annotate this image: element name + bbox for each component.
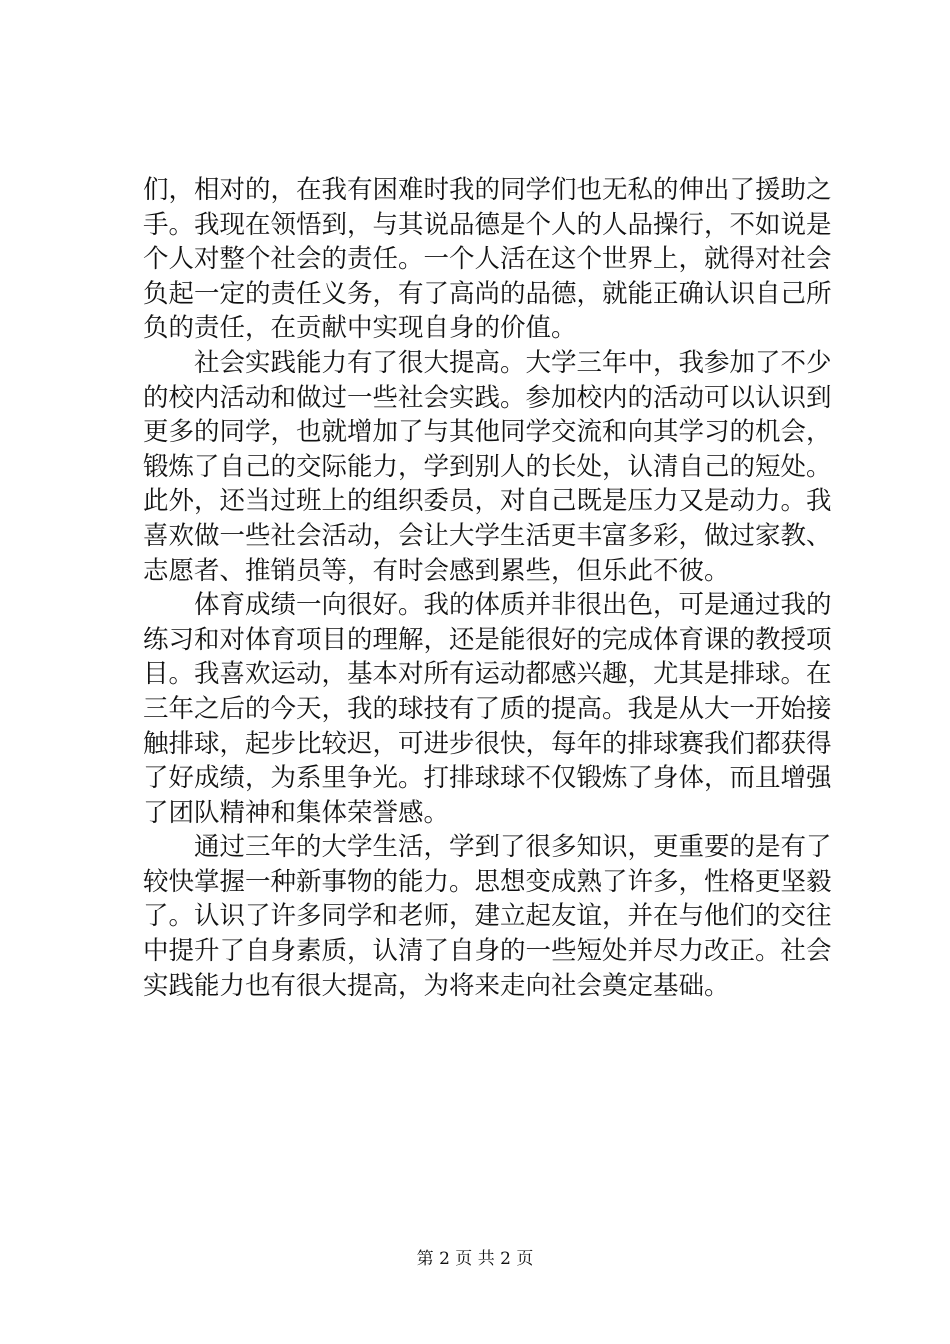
text-line: 三年之后的今天，我的球技有了质的提高。我是从大一开始接 <box>143 693 832 724</box>
text-line: 目。我喜欢运动，基本对所有运动都感兴趣，尤其是排球。在 <box>143 659 832 690</box>
text-line: 了好成绩，为系里争光。打排球球不仅锻炼了身体，而且增强 <box>143 763 832 794</box>
paragraph-1 <box>143 173 832 346</box>
text-line: 手。我现在领悟到，与其说品德是个人的人品操行，不如说是 <box>143 209 832 240</box>
text-line: 中提升了自身素质，认清了自身的一些短处并尽力改正。社会 <box>143 936 832 967</box>
text-line: 实践能力也有很大提高，为将来走向社会奠定基础。 <box>143 970 730 1001</box>
text-line: 志愿者、推销员等，有时会感到累些，但乐此不彼。 <box>143 555 730 586</box>
text-line: 负起一定的责任义务，有了高尚的品德，就能正确认识自己所 <box>143 278 832 309</box>
paragraph-4 <box>143 830 832 1003</box>
text-line: 较快掌握一种新事物的能力。思想变成熟了许多，性格更坚毅 <box>143 866 832 897</box>
page-footer: 第 2 页 共 2 页 <box>416 1249 534 1269</box>
text-line: 们，相对的，在我有困难时我的同学们也无私的伸出了援助之 <box>143 175 832 205</box>
text-line: 体育成绩一向很好。我的体质并非很出色，可是通过我的 <box>194 590 832 621</box>
paragraph-3 <box>143 588 832 830</box>
text-line: 锻炼了自己的交际能力，学到别人的长处，认清自己的短处。 <box>143 451 832 482</box>
text-line: 更多的同学，也就增加了与其他同学交流和向其学习的机会， <box>143 417 832 448</box>
text-line: 个人对整个社会的责任。一个人活在这个世界上，就得对社会 <box>143 244 832 275</box>
text-line: 喜欢做一些社会活动，会让大学生活更丰富多彩，做过家教、 <box>143 520 832 551</box>
text-line: 了团队精神和集体荣誉感。 <box>143 797 450 828</box>
text-line: 负的责任，在贡献中实现自身的价值。 <box>143 313 577 344</box>
text-line: 的校内活动和做过一些社会实践。参加校内的活动可以认识到 <box>143 382 832 413</box>
text-line: 练习和对体育项目的理解，还是能很好的完成体育课的教授项 <box>143 624 832 655</box>
text-line: 社会实践能力有了很大提高。大学三年中，我参加了不少 <box>194 347 832 378</box>
paragraph-2 <box>143 346 832 588</box>
text-line: 通过三年的大学生活，学到了很多知识，更重要的是有了 <box>194 832 832 863</box>
text-line: 此外，还当过班上的组织委员，对自己既是压力又是动力。我 <box>143 486 832 517</box>
text-line: 了。认识了许多同学和老师，建立起友谊，并在与他们的交往 <box>143 901 832 932</box>
text-line: 触排球，起步比较迟，可进步很快，每年的排球赛我们都获得 <box>143 728 832 759</box>
document-body <box>143 173 832 1003</box>
